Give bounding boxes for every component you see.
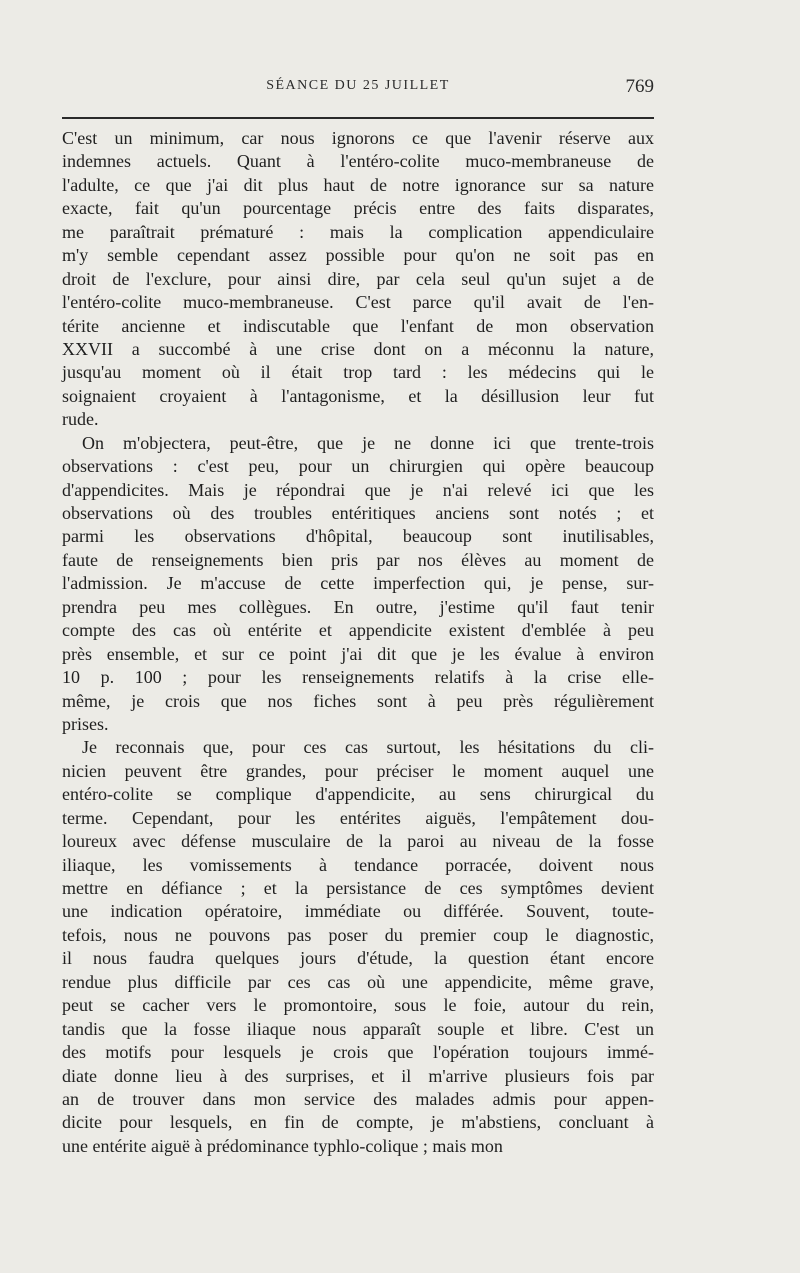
text-line: près ensemble, et sur ce point j'ai dit que je les évalue à environ	[62, 643, 654, 664]
paragraph	[62, 127, 654, 432]
text-line: même, je crois que nos fiches sont à peu près régulièrement	[62, 690, 654, 711]
text-line: jusqu'au moment où il était trop tard : les médecins qui le	[62, 362, 654, 383]
text-line: compte des cas où entérite et appendicite existent d'emblée à peu	[62, 620, 654, 641]
header-rule	[62, 117, 654, 119]
text-line: Je reconnais que, pour ces cas surtout, les hésitations du cli-	[82, 737, 654, 758]
text-line: observations : c'est peu, pour un chirurgien qui opère beaucoup	[62, 456, 654, 477]
text-line: 10 p. 100 ; pour les renseignements relatifs à la crise elle-	[62, 667, 654, 688]
text-line: peut se cacher vers le promontoire, sous le foie, autour du rein,	[62, 995, 654, 1016]
page-number: 769	[625, 76, 654, 97]
text-line: XXVII a succombé à une crise dont on a méconnu la nature,	[62, 338, 654, 359]
text-line: des motifs pour lesquels je crois que l'opération toujours immé-	[62, 1042, 654, 1063]
text-line: diate donne lieu à des surprises, et il m'arrive plusieurs fois par	[62, 1065, 654, 1086]
text-line: me paraîtrait prématuré : mais la complication appendiculaire	[62, 221, 654, 242]
text-line: l'adulte, ce que j'ai dit plus haut de notre ignorance sur sa nature	[62, 174, 654, 195]
running-title: SÉANCE DU 25 JUILLET	[266, 78, 450, 93]
text-line: droit de l'exclure, pour ainsi dire, par cela seul qu'un sujet a de	[62, 268, 654, 289]
body-text	[62, 127, 654, 1158]
text-line: rude.	[62, 409, 99, 430]
text-line: exacte, fait qu'un pourcentage précis entre des faits disparates,	[62, 198, 654, 219]
text-line: une indication opératoire, immédiate ou différée. Souvent, toute-	[62, 901, 654, 922]
text-line: tandis que la fosse iliaque nous apparaît souple et libre. C'est un	[62, 1018, 654, 1039]
text-line: soignaient croyaient à l'antagonisme, et la désillusion leur fut	[62, 385, 654, 406]
text-line: tefois, nous ne pouvons pas poser du premier coup le diagnostic,	[62, 924, 654, 945]
text-line: observations où des troubles entéritiques anciens sont notés ; et	[62, 503, 654, 523]
text-line: prendra peu mes collègues. En outre, j'estime qu'il faut tenir	[62, 596, 654, 617]
paragraph	[62, 432, 654, 737]
text-line: rendue plus difficile par ces cas où une appendicite, même grave,	[62, 971, 654, 992]
text-line: an de trouver dans mon service des malades admis pour appen-	[62, 1088, 654, 1109]
text-line: faute de renseignements bien pris par nos élèves au moment de	[62, 549, 654, 570]
text-line: mettre en défiance ; et la persistance de ces symptômes devient	[62, 878, 654, 898]
text-line: iliaque, les vomissements à tendance porracée, doivent nous	[62, 854, 654, 875]
text-line: loureux avec défense musculaire de la paroi au niveau de la fosse	[62, 831, 654, 852]
text-line: l'admission. Je m'accuse de cette imperfection qui, je pense, sur-	[62, 573, 654, 594]
text-line: entéro-colite se complique d'appendicite, au sens chirurgical du	[62, 784, 654, 805]
text-line: indemnes actuels. Quant à l'entéro-colite muco-membraneuse de	[62, 151, 654, 172]
text-line: d'appendicites. Mais je répondrai que je n'ai relevé ici que les	[62, 479, 654, 500]
text-line: dicite pour lesquels, en fin de compte, je m'abstiens, concluant à	[62, 1112, 654, 1133]
text-line: On m'objectera, peut-être, que je ne donne ici que trente-trois	[82, 432, 654, 453]
text-line: prises.	[62, 713, 109, 734]
text-line: C'est un minimum, car nous ignorons ce que l'avenir réserve aux	[62, 128, 654, 148]
text-line: une entérite aiguë à prédominance typhlo-colique ; mais mon	[62, 1135, 503, 1156]
text-line: il nous faudra quelques jours d'étude, la question étant encore	[62, 948, 654, 969]
text-line: m'y semble cependant assez possible pour qu'on ne soit pas en	[62, 245, 654, 266]
text-line: parmi les observations d'hôpital, beaucoup sont inutilisables,	[62, 526, 654, 547]
text-line: nicien peuvent être grandes, pour préciser le moment auquel une	[62, 760, 654, 781]
text-line: l'entéro-colite muco-membraneuse. C'est parce qu'il avait de l'en-	[62, 292, 654, 313]
text-line: térite ancienne et indiscutable que l'enfant de mon observation	[62, 315, 654, 336]
text-line: terme. Cependant, pour les entérites aiguës, l'empâtement dou-	[62, 807, 654, 828]
paragraph	[62, 736, 654, 1158]
running-head	[62, 76, 654, 100]
